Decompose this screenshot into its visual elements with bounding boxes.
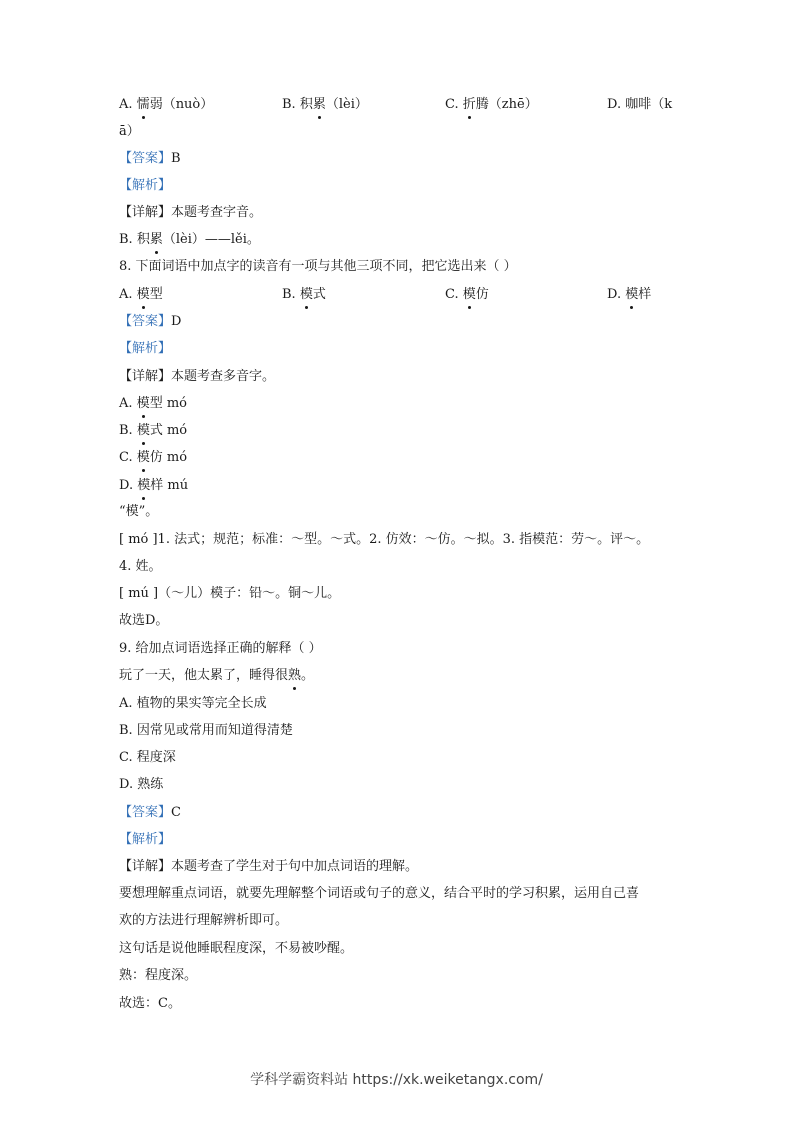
q9-option-d[interactable]: D. 熟练 bbox=[119, 777, 164, 792]
answer-tag: 【答案】 bbox=[119, 314, 172, 329]
detail-tag: 【详解】 bbox=[119, 205, 172, 220]
emphasis-dot-char: 熟 bbox=[288, 668, 302, 683]
q8-answer bbox=[119, 313, 181, 331]
answer-tag: 【答案】 bbox=[119, 151, 172, 166]
q8-option-c[interactable]: C. 模仿 bbox=[445, 287, 489, 302]
emphasis-dot-char: 折 bbox=[462, 97, 476, 112]
detail-tag: 【详解】 bbox=[119, 369, 172, 384]
answer-value: D bbox=[171, 314, 182, 329]
emphasis-dot-char: 模 bbox=[299, 287, 313, 302]
q7-option-b[interactable]: B. 积累（lèi） bbox=[282, 97, 368, 112]
q7-answer bbox=[119, 150, 181, 168]
q8-reading-a: A. 模型 mó bbox=[119, 396, 187, 411]
q9-option-a[interactable]: A. 植物的果实等完全长成 bbox=[119, 696, 267, 711]
emphasis-dot-char: 模 bbox=[136, 450, 150, 465]
q8-option-a[interactable]: A. 模型 bbox=[119, 287, 163, 302]
detail-tag: 【详解】 bbox=[119, 859, 172, 874]
emphasis-dot-char: 累 bbox=[149, 232, 163, 247]
q7-option-c[interactable]: C. 折腾（zhē） bbox=[445, 97, 538, 112]
q7-options-row bbox=[119, 96, 679, 114]
answer-tag: 【答案】 bbox=[119, 805, 172, 820]
emphasis-dot-char: 模 bbox=[136, 423, 150, 438]
q9-paragraph-1: 要想理解重点词语，就要先理解整个词语或句子的意义，结合平时的学习积累，运用自己喜 bbox=[119, 886, 640, 901]
q7-option-d-cont: ā） bbox=[119, 124, 140, 139]
q9-answer bbox=[119, 804, 181, 822]
q8-conclusion: 故选D。 bbox=[119, 613, 169, 628]
q7-option-d[interactable]: D. 咖啡（k bbox=[607, 97, 673, 112]
q9-option-c[interactable]: C. 程度深 bbox=[119, 750, 176, 765]
answer-value: B bbox=[171, 151, 181, 166]
q8-quote: “模”。 bbox=[119, 504, 159, 519]
q9-paragraph-2: 这句话是说他睡眠程度深，不易被吵醒。 bbox=[119, 941, 354, 956]
emphasis-dot-char: 模 bbox=[136, 287, 150, 302]
q7-option-a[interactable]: A. 懦弱（nuò） bbox=[119, 97, 214, 112]
q8-option-b[interactable]: B. 模式 bbox=[282, 287, 326, 302]
q8-reading-b: B. 模式 mó bbox=[119, 423, 188, 438]
q9-detail: 【详解】本题考查了学生对于句中加点词语的理解。 bbox=[119, 859, 419, 874]
emphasis-dot-char: 模 bbox=[462, 287, 476, 302]
q9-paragraph-3: 熟：程度深。 bbox=[119, 968, 198, 983]
q7-detail: 【详解】本题考查字音。 bbox=[119, 205, 263, 220]
q9-analysis-tag: 【解析】 bbox=[119, 832, 172, 847]
q9-conclusion: 故选：C。 bbox=[119, 996, 181, 1011]
q9-stem: 9. 给加点词语选择正确的解释（ ） bbox=[119, 641, 322, 656]
q7-note: B. 积累（lèi）——lěi。 bbox=[119, 232, 260, 247]
emphasis-dot-char: 懦 bbox=[136, 97, 150, 112]
footer-site-link[interactable]: 学科学霸资料站 https://xk.weiketangx.com/ bbox=[250, 1072, 543, 1088]
emphasis-dot-char: 模 bbox=[137, 478, 151, 493]
q8-reading-d: D. 模样 mú bbox=[119, 478, 189, 493]
q8-detail: 【详解】本题考查多音字。 bbox=[119, 369, 276, 384]
q8-analysis-tag: 【解析】 bbox=[119, 341, 172, 356]
q8-reading-c: C. 模仿 mó bbox=[119, 450, 188, 465]
q8-definition-mu: [ mú ]（～儿）模子：铅～。铜～儿。 bbox=[119, 586, 341, 601]
emphasis-dot-char: 模 bbox=[625, 287, 639, 302]
q8-definition-mo: [ mó ]1. 法式；规范；标准：～型。～式。2. 仿效：～仿。～拟。3. 指模范：劳～。评～。 bbox=[119, 532, 650, 547]
q7-analysis-tag: 【解析】 bbox=[119, 178, 172, 193]
q8-stem: 8. 下面词语中加点字的读音有一项与其他三项不同，把它选出来（ ） bbox=[119, 259, 517, 274]
emphasis-dot-char: 累 bbox=[312, 97, 326, 112]
q9-paragraph-1-cont: 欢的方法进行理解辨析即可。 bbox=[119, 913, 289, 928]
answer-value: C bbox=[171, 805, 181, 820]
q8-option-d[interactable]: D. 模样 bbox=[607, 287, 652, 302]
q9-option-b[interactable]: B. 因常见或常用而知道得清楚 bbox=[119, 723, 293, 738]
q8-definition-mo-cont: 4. 姓。 bbox=[119, 559, 162, 574]
emphasis-dot-char: 模 bbox=[136, 396, 150, 411]
q8-options-row bbox=[119, 286, 679, 304]
q9-sentence: 玩了一天，他太累了，睡得很熟。 bbox=[119, 668, 315, 683]
